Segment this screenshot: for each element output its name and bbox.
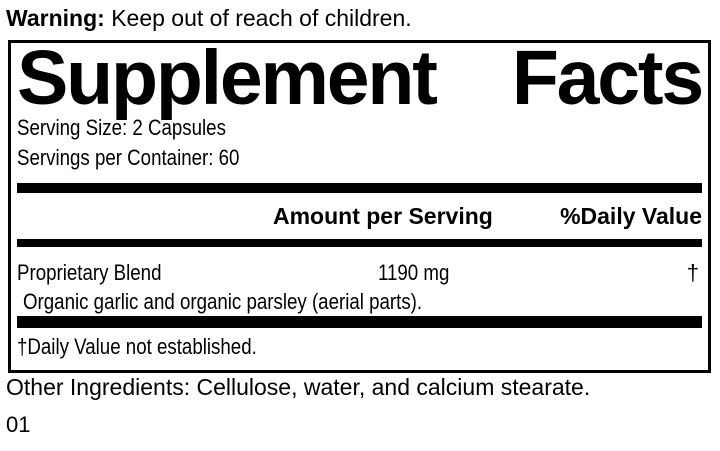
divider-bar-thickest: [17, 316, 702, 328]
ingredient-amount: 1190 mg: [378, 260, 450, 285]
servings-per-container-text: Servings per Container: 60: [17, 145, 240, 170]
product-code: 01: [6, 412, 31, 437]
warning-line: [6, 4, 412, 32]
daily-value-footnote: †Daily Value not established.: [17, 334, 257, 359]
amount-per-serving-header: Amount per Serving: [273, 203, 493, 229]
ingredient-name: Proprietary Blend: [17, 260, 162, 285]
divider-bar-thick: [17, 183, 702, 193]
warning-label: Warning:: [6, 5, 105, 31]
panel-title-word-supplement: Supplement: [17, 35, 436, 121]
ingredient-description: Organic garlic and organic parsley (aerial parts).: [23, 289, 423, 314]
ingredient-row: [17, 260, 702, 286]
servings-per-container-line: [17, 143, 702, 173]
divider-bar-medium: [17, 239, 702, 247]
warning-text: Keep out of reach of children.: [111, 5, 412, 31]
panel-title-word-facts: Facts: [511, 35, 702, 121]
column-header-row: [17, 193, 702, 239]
other-ingredients-line: Other Ingredients: Cellulose, water, and calcium stearate.: [6, 374, 591, 400]
daily-value-header: %Daily Value: [560, 203, 702, 229]
serving-size-text: Serving Size: 2 Capsules: [17, 115, 226, 140]
ingredient-daily-value-dagger: †: [686, 260, 699, 285]
supplement-facts-panel: [8, 35, 711, 373]
panel-title: [17, 35, 702, 121]
